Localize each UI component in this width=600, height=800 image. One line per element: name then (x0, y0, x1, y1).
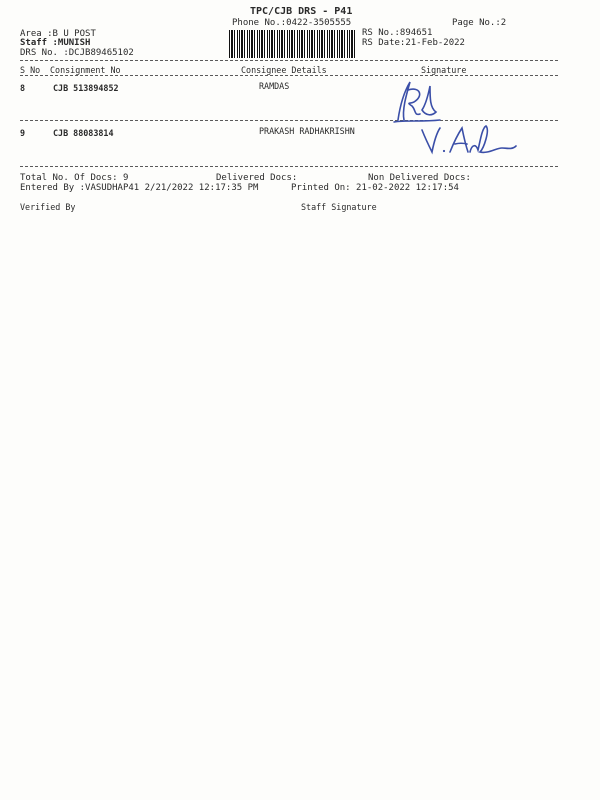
rs-date: RS Date:21-Feb-2022 (362, 38, 465, 48)
page-number: Page No.:2 (452, 18, 507, 28)
row-consignee: PRAKASH RADHAKRISHN (259, 126, 355, 136)
document-title: TPC/CJB DRS - P41 (250, 6, 353, 17)
row-consignment-no: CJB 513894852 (53, 83, 119, 93)
entered-by: Entered By :VASUDHAP41 2/21/2022 12:17:35 PM (20, 183, 259, 193)
total-docs: Total No. Of Docs: 9 (20, 173, 129, 183)
header-divider (20, 60, 558, 61)
column-header-consignment: Consignment No (50, 65, 121, 75)
drs-number: DRS No. :DCJB89465102 (20, 48, 134, 58)
signature-icon (418, 120, 518, 160)
column-header-sno: S No (20, 65, 41, 75)
table-bottom-divider (20, 166, 558, 167)
phone-number: Phone No.:0422-3505555 (232, 18, 352, 28)
row-sno: 9 (20, 128, 26, 138)
printed-on: Printed On: 21-02-2022 12:17:54 (291, 183, 459, 193)
staff-signature: Staff Signature (301, 202, 377, 212)
rs-number: RS No.:894651 (362, 28, 433, 38)
row-consignment-no: CJB 88083814 (53, 128, 114, 138)
row-consignee: RAMDAS (259, 81, 290, 91)
column-header-consignee: Consignee Details (241, 65, 327, 75)
barcode-icon (229, 30, 355, 58)
area-label: Area :B U POST (20, 29, 96, 39)
staff-label: Staff :MUNISH (20, 38, 91, 48)
column-header-signature: Signature (421, 65, 467, 75)
table-header-divider (20, 75, 558, 76)
non-delivered-docs: Non Delivered Docs: (368, 173, 471, 183)
delivered-docs: Delivered Docs: (216, 173, 298, 183)
row-sno: 8 (20, 83, 26, 93)
verified-by: Verified By (20, 202, 76, 212)
